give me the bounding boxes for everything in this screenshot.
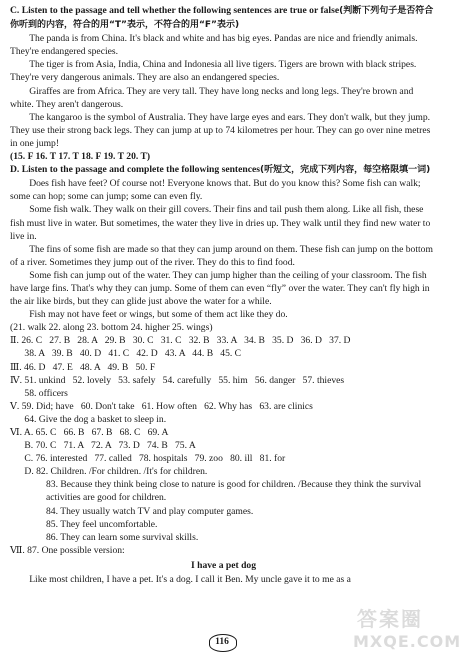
essay-first-line: Like most children, I have a pet. It's a dog. I call it Ben. My uncle gave it to me as a xyxy=(29,574,351,586)
answer-item: 84. They usually watch TV and play computer games. xyxy=(46,505,254,517)
answer-line: 58. officers xyxy=(10,387,68,399)
section-d-paragraph: Fish may not have feet or wings, but some of them act like they do. xyxy=(29,309,288,321)
answer-line: 38. A 39. B 40. D 41. C 42. D 43. A 44. B 45. C xyxy=(10,348,242,360)
answer-line: B. 70. C 71. A 72. A 73. D 74. B 75. A xyxy=(10,440,196,452)
essay-title: I have a pet dog xyxy=(190,559,257,571)
section-d-paragraph: Does fish have feet? Of course not! Everyone knows that. But do you know this? Some fish can walk; some can hop; some can jump; some can even fly. xyxy=(10,178,421,203)
answer-item: 85. They feel uncomfortable. xyxy=(46,518,158,530)
section-7-heading: Ⅶ. 87. One possible version: xyxy=(10,544,125,556)
section-c-paragraph: The panda is from China. It's black and white and has big eyes. Pandas are nice and friendly animals. They're endangered species. xyxy=(10,33,418,58)
answer-line: Ⅴ. 59. Did; have 60. Don't take 61. How often 62. Why has 63. are clinics xyxy=(10,400,313,412)
section-c-heading-cn: (判断下列句子是否符合你听到的内容，符合的用“T”表示，不符合的用“F”表示) xyxy=(10,6,434,31)
section-d-heading xyxy=(10,163,437,177)
watermark-text-top: 答案圈 xyxy=(357,607,423,631)
answer-item: 83. Because they think being close to nature is good for children. /Because they think the survival activities are good for children. xyxy=(46,479,422,504)
watermark-logo xyxy=(349,607,461,653)
answer-line: Ⅳ. 51. unkind 52. lovely 53. safely 54. carefully 55. him 56. danger 57. thieves xyxy=(10,374,345,386)
section-d-paragraph: Some fish walk. They walk on their gill covers. Their fins and tail push them along. Like all fish, these fish must live in water. But sometimes, the water they live in dries up. They walk until they find new water to live in. xyxy=(10,204,431,242)
page-number: 116 xyxy=(205,636,239,649)
section-c-paragraph: Giraffes are from Africa. They are very tall. They have long necks and long legs. They're brown and white. They aren't dangerous. xyxy=(10,85,414,110)
section-d-heading-en: D. Listen to the passage and complete the following sentences xyxy=(10,164,260,176)
section-d-heading-cn: (听短文，完成下列内容，每空格限填一词) xyxy=(259,165,431,176)
answer-line: C. 76. interested 77. called 78. hospitals 79. zoo 80. ill 81. for xyxy=(10,453,286,465)
answer-line: 64. Give the dog a basket to sleep in. xyxy=(10,413,167,425)
section-c-heading xyxy=(10,4,437,32)
answer-line: Ⅱ. 26. C 27. B 28. A 29. B 30. C 31. C 32. B 33. A 34. B 35. D 36. D 37. D xyxy=(10,335,351,347)
answer-line: Ⅲ. 46. D 47. E 48. A 49. B 50. F xyxy=(10,361,156,373)
section-c-paragraph: The kangaroo is the symbol of Australia. They have large eyes and ears. They don't walk, but they jump. They use their strong back legs. They can jump at up to 74 kilometres per hour. They can go over nine metres in one jump! xyxy=(10,111,431,149)
watermark-text-bottom: MXQE.COM xyxy=(353,632,461,651)
section-d-paragraph: The fins of some fish are made so that they can jump around on them. These fish can jump on the bottom of a river. Sometimes they jump out of the river. They do this to find food. xyxy=(10,243,433,268)
answer-item: 86. They can learn some survival skills. xyxy=(46,531,199,543)
answer-line: Ⅵ. A. 65. C 66. B 67. B 68. C 69. A xyxy=(10,427,169,438)
section-d-paragraph: Some fish can jump out of the water. They can jump higher than the ceiling of your classroom. The fish have large fins. That's why they can jump. Some of them can even “fly” over the water. They can't fly high in the air like birds, but they can glide just above the water for a while. xyxy=(10,269,430,308)
section-c-paragraph: The tiger is from Asia, India, China and Indonesia all live tigers. Tigers are brown with black stripes. They're very dangerous animals. They are also an endangered species. xyxy=(10,59,417,84)
section-c-answers: (15. F 16. T 17. T 18. F 19. T 20. T) xyxy=(10,151,151,163)
section-c-heading-en: C. Listen to the passage and tell whether the following sentences are true or false xyxy=(10,5,340,16)
answer-line: D. 82. Children. /For children. /It's for children. xyxy=(10,466,208,478)
section-d-answers: (21. walk 22. along 23. bottom 24. higher 25. wings) xyxy=(10,322,213,334)
answer-page xyxy=(10,4,437,586)
